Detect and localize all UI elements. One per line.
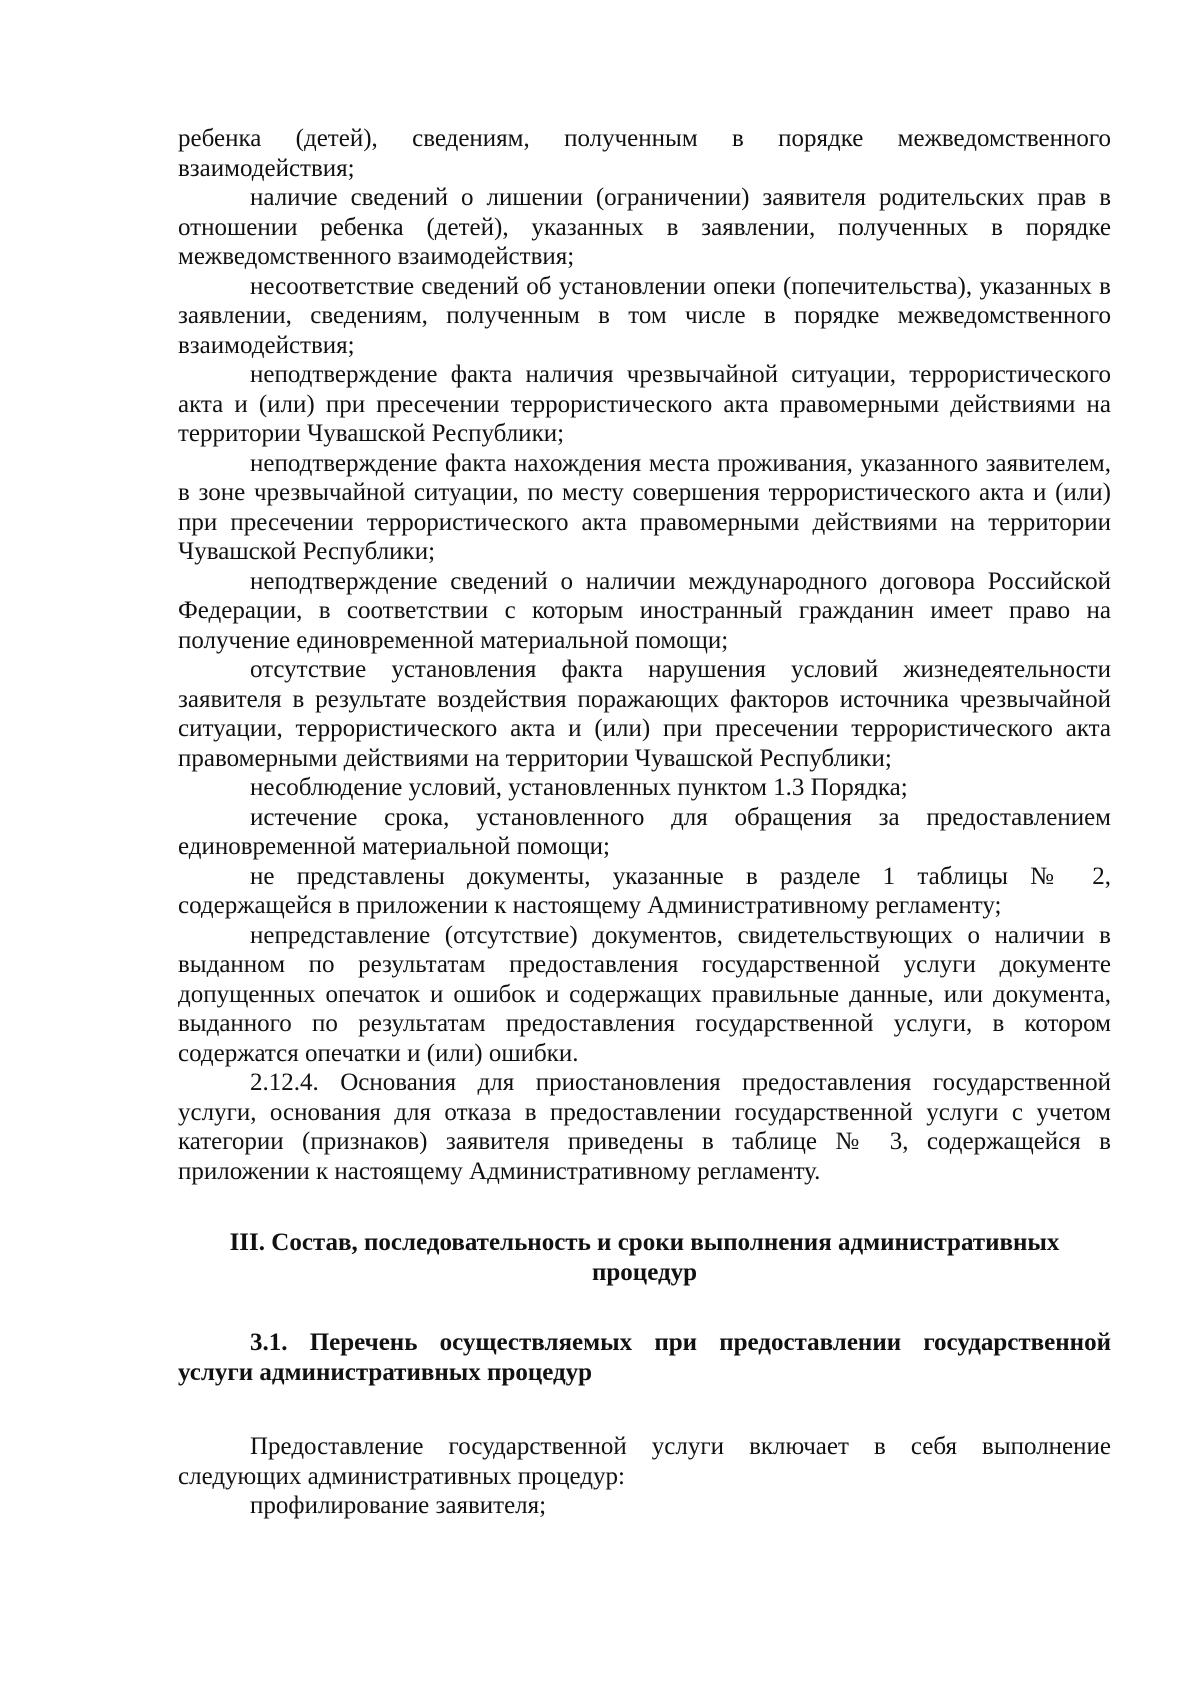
sub-heading: 3.1. Перечень осуществляемых при предоставлении государственной услуги административных процедур — [178, 1329, 1111, 1386]
paragraph-3: несоответствие сведений об установлении опеки (попечительства), указанных в заявлении, сведениям, полученным в том числе в порядке межведомственного взаимодействия; — [178, 272, 1111, 359]
section-heading: III. Состав, последовательность и сроки выполнения административных процедур — [229, 1229, 1060, 1286]
paragraph-6: неподтверждение сведений о наличии международного договора Российской Федерации, в соответствии с которым иностранный гражданин имеет право на получение единовременной материальной помощи; — [178, 567, 1111, 654]
paragraph-2: наличие сведений о лишении (ограничении) заявителя родительских прав в отношении ребенка (детей), указанных в заявлении, полученных в порядке межведомственного взаимодействия; — [178, 184, 1111, 270]
paragraph-8: несоблюдение условий, установленных пунктом 1.3 Порядка; — [250, 774, 908, 801]
document-body — [178, 124, 1111, 1521]
paragraph-11: непредставление (отсутствие) документов, свидетельствующих о наличии в выданном по результатам предоставления государственной услуги документе допущенных опечаток и ошибок и содержащих правильные данные, или документа, выданного по результатам предоставления государственной услуги, в котором содержатся опечатки и (или) ошибки. — [178, 921, 1111, 1067]
list-item: профилирование заявителя; — [250, 1492, 547, 1519]
paragraph-12: 2.12.4. Основания для приостановления предоставления государственной услуги, основания для отказа в предоставлении государственной услуги с учетом категории (признаков) заявителя приведены в таблице № 3, содержащейся в приложении к настоящему Административному регламенту. — [178, 1069, 1111, 1185]
paragraph-4: неподтверждение факта наличия чрезвычайной ситуации, террористического акта и (или) при пресечении террористического акта правомерными действиями на территории Чувашской Республики; — [178, 361, 1111, 447]
paragraph-7: отсутствие установления факта нарушения условий жизнедеятельности заявителя в результате воздействия поражающих факторов источника чрезвычайной ситуации, террористического акта и (или) при пресечении террористического акта правомерными действиями на территории Чувашской Республики; — [178, 656, 1111, 772]
paragraph-10: не представлены документы, указанные в разделе 1 таблицы № 2, содержащейся в приложении к настоящему Административному регламенту; — [178, 862, 1111, 919]
paragraph-9: истечение срока, установленного для обращения за предоставлением единовременной материальной помощи; — [178, 803, 1111, 860]
paragraph-5: неподтверждение факта нахождения места проживания, указанного заявителем, в зоне чрезвычайной ситуации, по месту совершения террористического акта и (или) при пресечении террористического акта правомерными действиями на территории Чувашской Республики; — [178, 449, 1111, 565]
intro-paragraph: Предоставление государственной услуги включает в себя выполнение следующих административных процедур: — [178, 1433, 1111, 1490]
paragraph-1: ребенка (детей), сведениям, полученным в порядке межведомственного взаимодействия; — [178, 125, 1111, 182]
